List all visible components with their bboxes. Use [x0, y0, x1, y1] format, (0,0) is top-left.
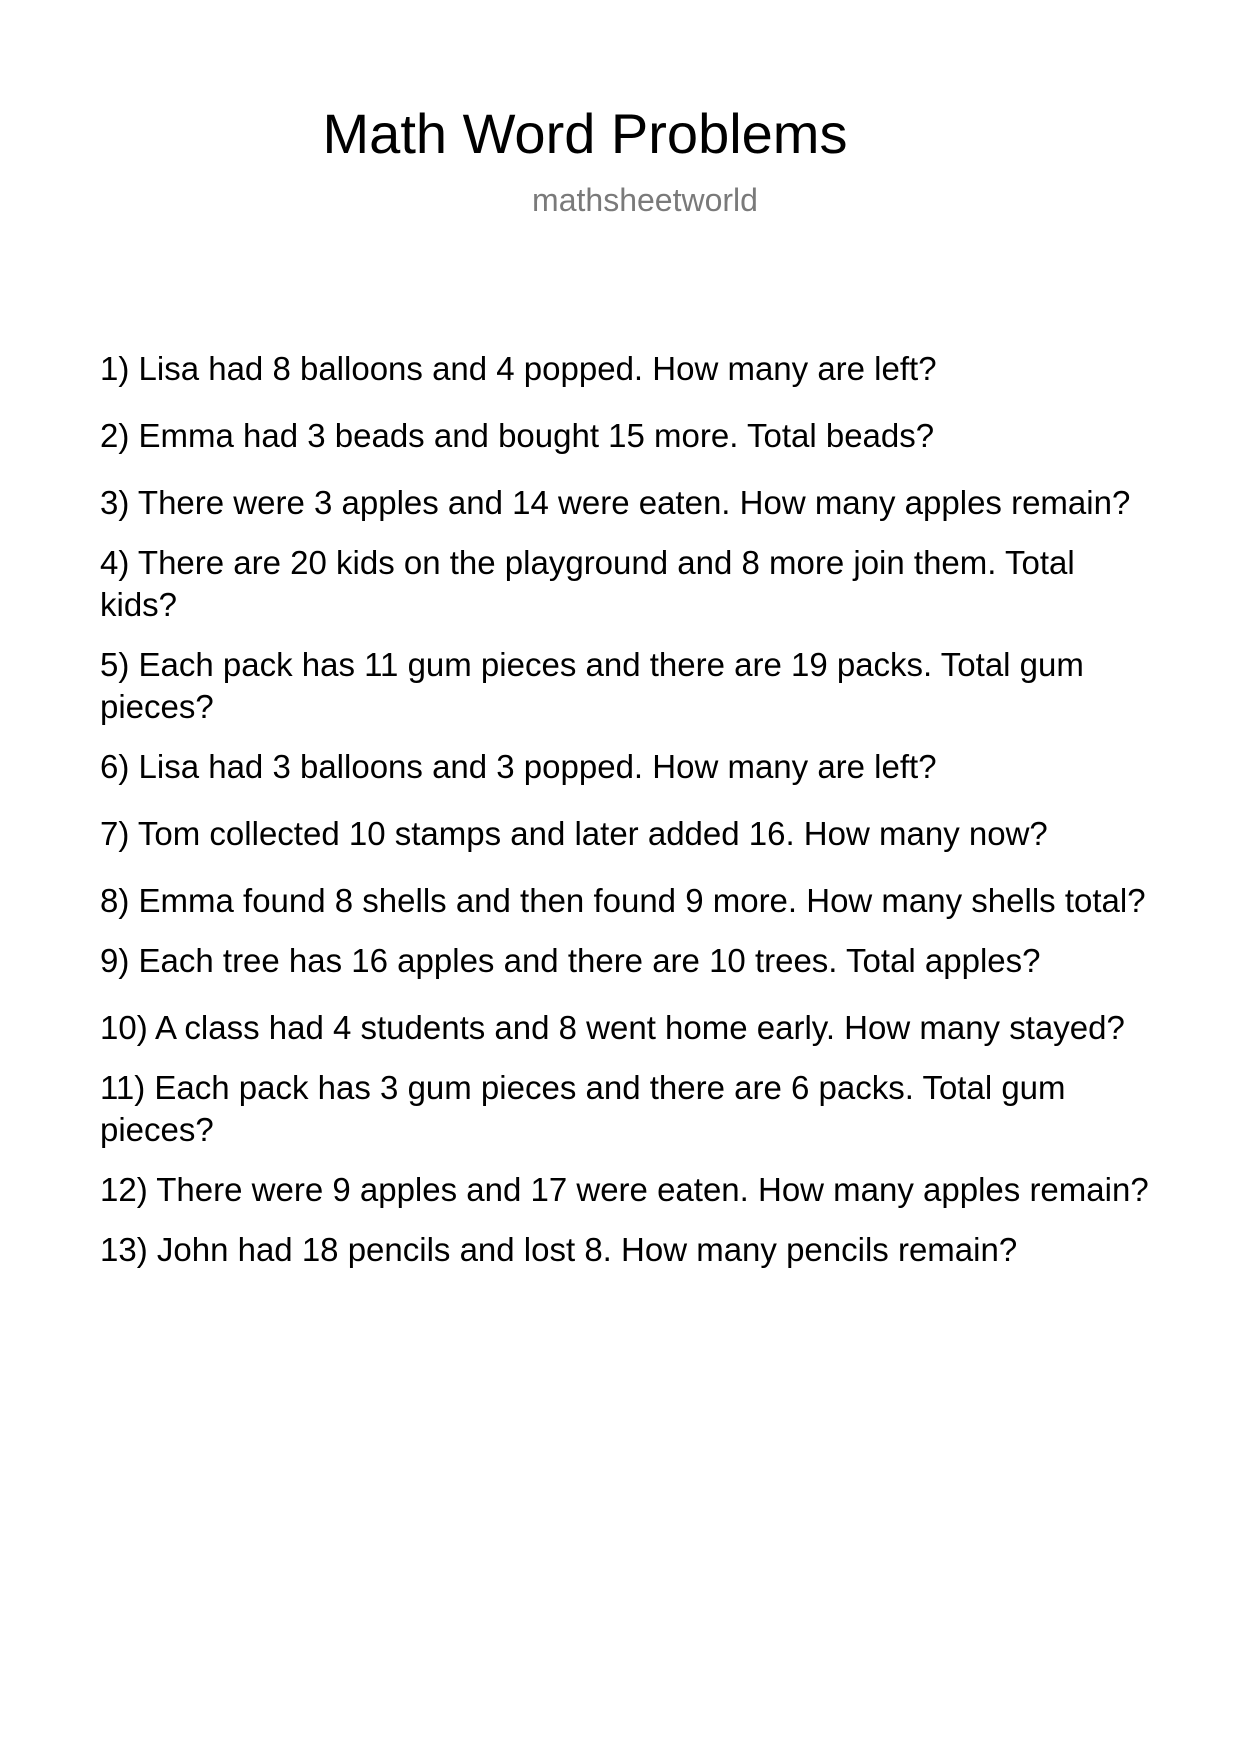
problem-item: 3) There were 3 apples and 14 were eaten. How many apples remain?: [100, 484, 1131, 521]
page-title: Math Word Problems: [322, 102, 848, 165]
problem-item: 10) A class had 4 students and 8 went home early. How many stayed?: [100, 1009, 1125, 1046]
problem-item: 11) Each pack has 3 gum pieces and there are 6 packs. Total gum pieces?: [100, 1069, 1066, 1148]
problem-item: 9) Each tree has 16 apples and there are 10 trees. Total apples?: [100, 942, 1041, 979]
problem-item: 5) Each pack has 11 gum pieces and there are 19 packs. Total gum pieces?: [100, 646, 1084, 725]
problem-item: 13) John had 18 pencils and lost 8. How many pencils remain?: [100, 1231, 1018, 1268]
problem-list: [100, 348, 1150, 1296]
problem-item: 8) Emma found 8 shells and then found 9 more. How many shells total?: [100, 882, 1146, 919]
problem-item: 6) Lisa had 3 balloons and 3 popped. How many are left?: [100, 748, 937, 785]
page-subtitle: mathsheetworld: [532, 182, 758, 218]
problem-item: 1) Lisa had 8 balloons and 4 popped. How many are left?: [100, 350, 937, 387]
problem-item: 12) There were 9 apples and 17 were eaten. How many apples remain?: [100, 1171, 1149, 1208]
problem-item: 2) Emma had 3 beads and bought 15 more. Total beads?: [100, 417, 935, 454]
problem-item: 4) There are 20 kids on the playground and 8 more join them. Total kids?: [100, 544, 1075, 623]
problem-item: 7) Tom collected 10 stamps and later added 16. How many now?: [100, 815, 1048, 852]
